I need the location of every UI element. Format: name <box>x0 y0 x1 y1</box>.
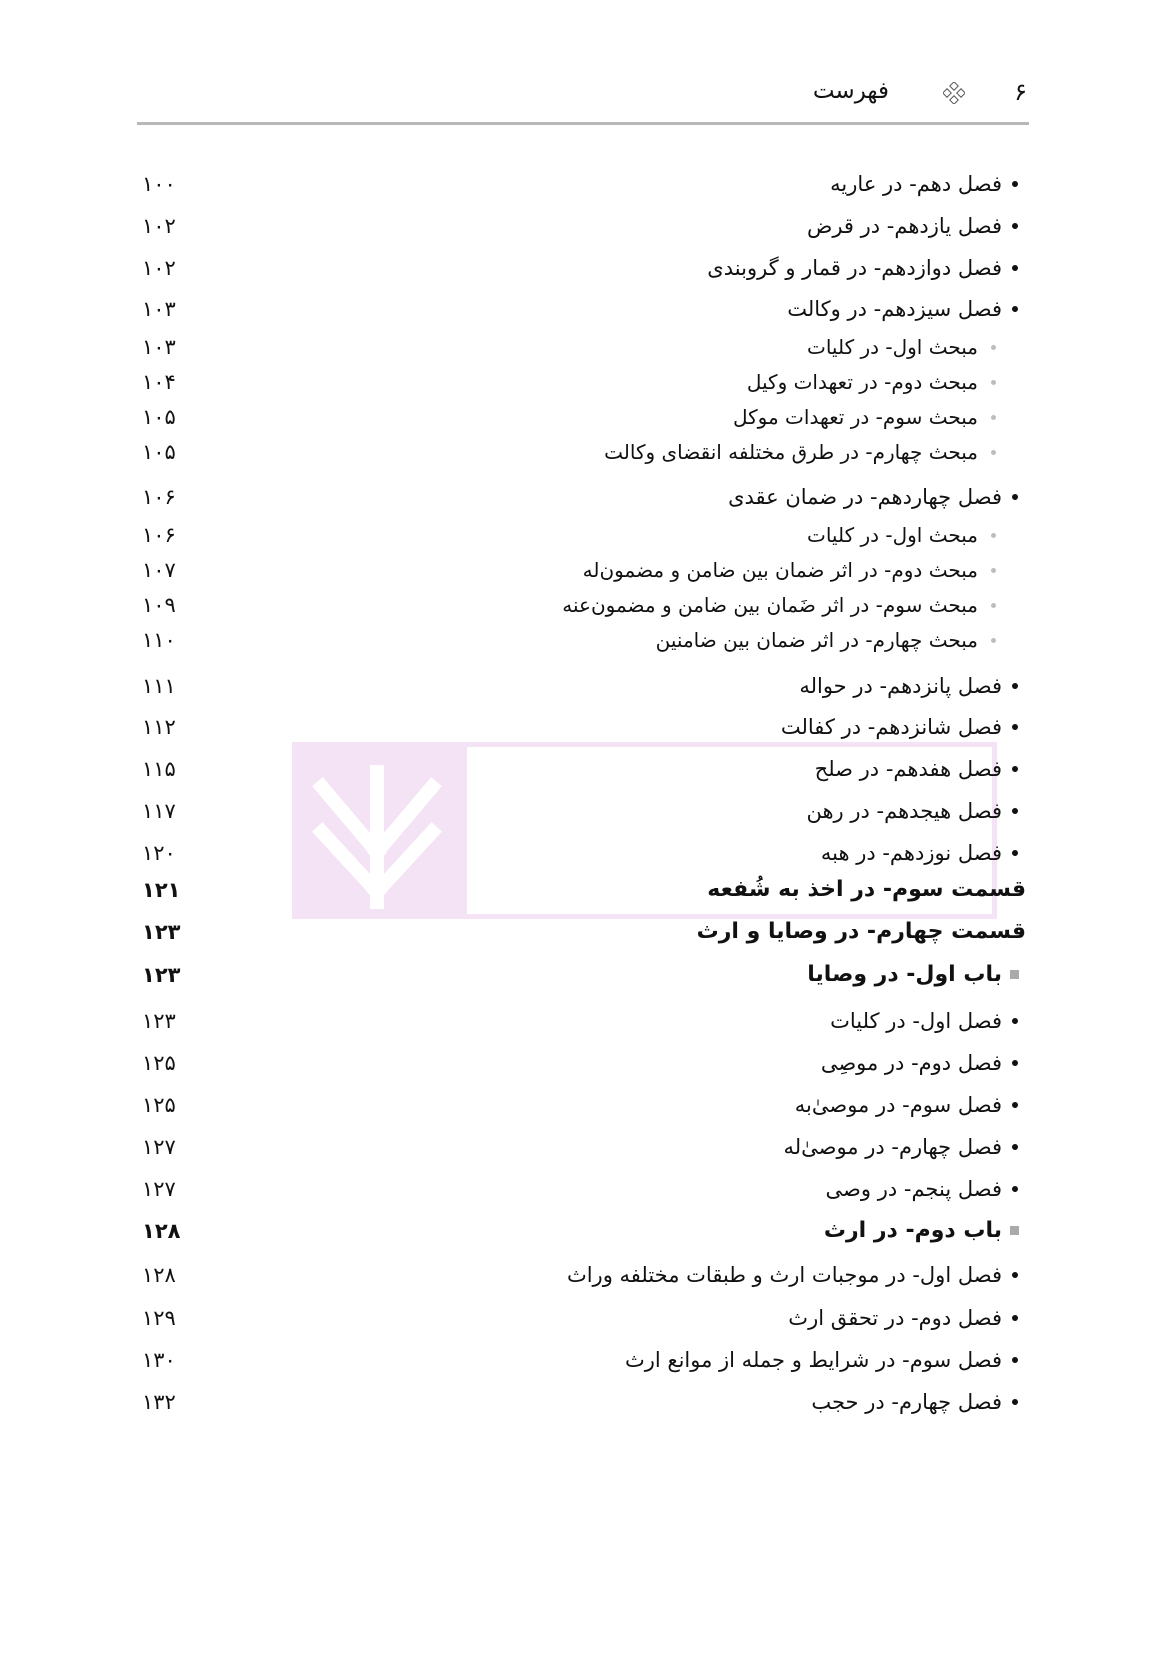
page-header <box>137 70 1029 125</box>
toc-entry-page: ۱۲۷ <box>142 1177 176 1201</box>
bullet-icon <box>991 603 996 608</box>
toc-entry-page: ۱۲۵ <box>142 1093 176 1117</box>
toc-entry <box>0 709 1166 745</box>
toc-entry-page: ۱۳۲ <box>142 1390 176 1414</box>
toc-entry-page: ۱۰۵ <box>142 405 176 429</box>
toc-entry-page: ۱۰۶ <box>142 485 176 509</box>
toc-entry <box>0 1087 1166 1123</box>
toc-entry <box>0 479 1166 515</box>
toc-entry-page: ۱۲۵ <box>142 1051 176 1075</box>
toc-entry-page: ۱۱۱ <box>142 674 176 698</box>
bullet-icon <box>1012 181 1018 187</box>
bullet-icon <box>991 345 996 350</box>
toc-entry-title: فصل دوم- در تحقق ارث <box>788 1306 1002 1330</box>
bullet-icon <box>1012 1186 1018 1192</box>
toc-entry-page: ۱۰۲ <box>142 256 176 280</box>
toc-entry-page: ۱۲۳ <box>142 920 181 944</box>
toc-entry-title: فصل اول- در موجبات ارث و طبقات مختلفه وراث <box>566 1263 1002 1287</box>
toc-entry-page: ۱۲۱ <box>142 878 181 902</box>
toc-entry-page: ۱۲۸ <box>142 1219 181 1243</box>
bullet-icon <box>1012 1060 1018 1066</box>
toc-entry-page: ۱۰۵ <box>142 440 176 464</box>
bullet-icon <box>1012 1399 1018 1405</box>
toc-entry-title: مبحث اول- در کلیات <box>807 335 978 359</box>
bullet-icon <box>1012 808 1018 814</box>
toc-entry-page: ۱۲۸ <box>142 1263 176 1287</box>
toc-entry <box>0 364 1166 400</box>
bullet-icon <box>1012 1018 1018 1024</box>
bullet-icon <box>1012 850 1018 856</box>
toc-entry-title: مبحث چهارم- در اثر ضمان بین ضامنین <box>655 628 978 652</box>
toc-entry-title: فصل چهاردهم- در ضمان عقدی <box>728 485 1002 509</box>
square-bullet-icon <box>1010 1226 1019 1235</box>
bullet-icon <box>1012 724 1018 730</box>
toc-entry <box>0 1171 1166 1207</box>
toc-entry <box>0 622 1166 658</box>
toc-entry <box>0 751 1166 787</box>
toc-entry-page: ۱۰۷ <box>142 558 176 582</box>
toc-entry <box>0 517 1166 553</box>
toc-entry-page: ۱۱۲ <box>142 715 176 739</box>
toc-entry <box>0 872 1166 908</box>
toc-entry-page: ۱۰۴ <box>142 370 176 394</box>
toc-entry <box>0 250 1166 286</box>
toc-entry <box>0 434 1166 470</box>
toc-entry-title: باب دوم- در ارث <box>823 1218 1002 1243</box>
toc-entry-title: فصل پانزدهم- در حواله <box>799 674 1002 698</box>
toc-entry-title: فصل سوم- در شرایط و جمله از موانع ارث <box>624 1348 1002 1372</box>
toc-entry-title: فصل دوم- در موصِی <box>820 1051 1002 1075</box>
toc-entry-page: ۱۳۰ <box>142 1348 176 1372</box>
toc-entry <box>0 957 1166 993</box>
toc-entry-page: ۱۰۳ <box>142 297 176 321</box>
square-bullet-icon <box>1010 970 1019 979</box>
toc-entry <box>0 1300 1166 1336</box>
toc-entry-page: ۱۱۵ <box>142 757 176 781</box>
toc-entry-page: ۱۱۰ <box>142 628 176 652</box>
toc-entry-title: مبحث دوم- در تعهدات وکیل <box>746 370 978 394</box>
toc-entry-title: باب اول- در وصایا <box>807 962 1002 987</box>
bullet-icon <box>1012 1144 1018 1150</box>
toc-entry <box>0 208 1166 244</box>
diamond-cluster-icon <box>943 82 965 104</box>
bullet-icon <box>1012 306 1018 312</box>
toc-entry <box>0 1003 1166 1039</box>
toc-entry-page: ۱۲۷ <box>142 1135 176 1159</box>
toc-entry-page: ۱۰۲ <box>142 214 176 238</box>
toc-entry-title: مبحث دوم- در اثر ضمان بین ضامن و مضمون‌له <box>582 558 978 582</box>
toc-entry-title: مبحث اول- در کلیات <box>807 523 978 547</box>
page-number: ۶ <box>1014 78 1027 106</box>
toc-entry-page: ۱۰۰ <box>142 172 176 196</box>
bullet-icon <box>1012 1315 1018 1321</box>
toc-entry-title: فصل یازدهم- در قرض <box>806 214 1002 238</box>
toc-entry-title: فصل هیجدهم- در رهن <box>806 799 1002 823</box>
toc-entry-title: فصل هفدهم- در صلح <box>814 757 1002 781</box>
bullet-icon <box>991 638 996 643</box>
bullet-icon <box>991 415 996 420</box>
toc-entry-title: قسمت چهارم- در وصایا و ارث <box>696 919 1026 944</box>
toc-entry-title: فصل سیزدهم- در وکالت <box>787 297 1002 321</box>
bullet-icon <box>991 533 996 538</box>
toc-entry <box>0 291 1166 327</box>
toc-entry-page: ۱۲۹ <box>142 1306 176 1330</box>
toc-entry <box>0 1384 1166 1420</box>
toc-entry <box>0 668 1166 704</box>
toc-entry-title: مبحث چهارم- در طرق مختلفه انقضای وکالت <box>604 440 978 464</box>
toc-entry <box>0 1213 1166 1249</box>
toc-entry-page: ۱۲۰ <box>142 841 176 865</box>
toc-entry-title: فصل دهم- در عاریه <box>830 172 1002 196</box>
bullet-icon <box>1012 683 1018 689</box>
toc-entry-title: فصل چهارم- در موصیٰ‌له <box>783 1135 1002 1159</box>
bullet-icon <box>991 450 996 455</box>
toc-entry <box>0 793 1166 829</box>
toc-entry <box>0 835 1166 871</box>
toc-entry <box>0 1045 1166 1081</box>
bullet-icon <box>1012 223 1018 229</box>
toc-entry <box>0 552 1166 588</box>
toc-entry <box>0 914 1166 950</box>
toc-entry <box>0 166 1166 202</box>
bullet-icon <box>1012 766 1018 772</box>
toc-entry <box>0 587 1166 623</box>
toc-entry-title: فصل چهارم- در حجب <box>811 1390 1002 1414</box>
toc-entry <box>0 329 1166 365</box>
toc-entry-title: فصل شانزدهم- در کفالت <box>780 715 1002 739</box>
toc-entry-page: ۱۰۶ <box>142 523 176 547</box>
toc-entry <box>0 1129 1166 1165</box>
bullet-icon <box>1012 1272 1018 1278</box>
page-title: فهرست <box>812 78 889 104</box>
toc-entry-page: ۱۲۳ <box>142 1009 176 1033</box>
toc-entry-title: فصل نوزدهم- در هبه <box>820 841 1002 865</box>
toc-entry <box>0 399 1166 435</box>
toc-entry-page: ۱۰۳ <box>142 335 176 359</box>
bullet-icon <box>991 380 996 385</box>
toc-entry <box>0 1342 1166 1378</box>
bullet-icon <box>1012 265 1018 271</box>
toc-entry-title: فصل اول- در کلیات <box>830 1009 1002 1033</box>
toc-entry-title: مبحث سوم- در اثر ضَمان بین ضامن و مضمون‌عنه <box>562 593 978 617</box>
toc-entry-title: فصل سوم- در موصیٰ‌به <box>794 1093 1002 1117</box>
toc-entry-title: قسمت سوم- در اخذ به شُفعه <box>707 877 1026 902</box>
toc-entry-page: ۱۱۷ <box>142 799 176 823</box>
toc-entry-page: ۱۲۳ <box>142 963 181 987</box>
bullet-icon <box>991 568 996 573</box>
toc-entry-title: فصل پنجم- در وصی <box>825 1177 1002 1201</box>
bullet-icon <box>1012 1102 1018 1108</box>
bullet-icon <box>1012 1357 1018 1363</box>
toc-entry <box>0 1257 1166 1293</box>
toc-entry-title: مبحث سوم- در تعهدات موکل <box>732 405 978 429</box>
toc-entry-page: ۱۰۹ <box>142 593 176 617</box>
bullet-icon <box>1012 494 1018 500</box>
toc-entry-title: فصل دوازدهم- در قمار و گروبندی <box>707 256 1002 280</box>
